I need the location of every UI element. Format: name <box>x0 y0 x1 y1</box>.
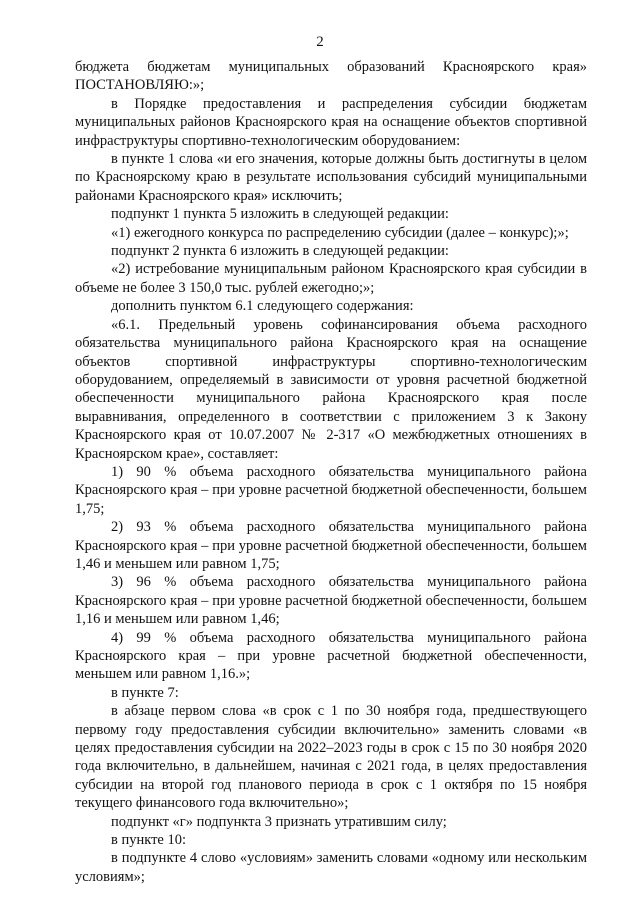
paragraph: бюджета бюджетам муниципальных образований Красноярского края» ПОСТАНОВЛЯЮ:»; <box>75 59 587 94</box>
paragraph: в подпункте 4 слово «условиям» заменить словами «одному или нескольким условиям»; <box>75 850 587 885</box>
paragraph: 1) 90 % объема расходного обязательства муниципального района Красноярского края – при уровне расчетной бюджетной обеспеченности, большем 1,75; <box>75 463 587 517</box>
paragraph: «2) истребование муниципальным районом Красноярского края субсидии в объеме не более 3 150,0 тыс. рублей ежегодно;»; <box>75 261 587 296</box>
paragraph: подпункт 2 пункта 6 изложить в следующей редакции: <box>111 243 449 260</box>
paragraph: подпункт 1 пункта 5 изложить в следующей редакции: <box>111 206 449 223</box>
document-body <box>75 58 587 886</box>
paragraph: «6.1. Предельный уровень софинансирования объема расходного обязательства муниципального района Красноярского края на оснащение объектов спортивной инфраструктуры спортивно-технологическим оборудованием, определяемый в зависимости от уровня расчетной бюджетной обеспеченности муниципального района Красноярского края после выравнивания, определенного в соответствии с приложением 3 к Закону Красноярского края от 10.07.2007 № 2-317 «О межбюджетных отношениях в Красноярском крае», составляет: <box>75 316 587 462</box>
paragraph: в пункте 10: <box>111 832 187 849</box>
paragraph: 2) 93 % объема расходного обязательства муниципального района Красноярского края – при уровне расчетной бюджетной обеспеченности, большем 1,46 и меньшем или равном 1,75; <box>75 519 587 572</box>
paragraph: подпункт «г» подпункта 3 признать утратившим силу; <box>111 813 447 830</box>
page-number: 2 <box>316 34 324 50</box>
paragraph: «1) ежегодного конкурса по распределению субсидии (далее – конкурс);»; <box>111 224 569 241</box>
paragraph: в Порядке предоставления и распределения субсидии бюджетам муниципальных районов Красноярского края на оснащение объектов спортивной инфраструктуры спортивно-технологическим оборудованием: <box>75 95 587 149</box>
paragraph: дополнить пунктом 6.1 следующего содержания: <box>111 298 414 315</box>
paragraph: в пункте 1 слова «и его значения, которые должны быть достигнуты в целом по Красноярскому краю в результате использования субсидий муниципальными районами Красноярского края» исключить; <box>75 151 587 204</box>
paragraph: в абзаце первом слова «в срок с 1 по 30 ноября года, предшествующего первому году предоставления субсидии включительно» заменить словами «в целях предоставления субсидии на 2022–2023 годы в срок с 15 по 30 ноября 2020 года включительно, в дальнейшем, начиная с 2021 года, в целях предоставления субсидии на второй год планового периода в срок с 1 октября по 15 ноября текущего финансового года включительно»; <box>75 703 587 812</box>
paragraph: в пункте 7: <box>111 684 179 701</box>
paragraph: 3) 96 % объема расходного обязательства муниципального района Красноярского края – при уровне расчетной бюджетной обеспеченности, большем 1,16 и меньшем или равном 1,46; <box>75 574 587 628</box>
paragraph: 4) 99 % объема расходного обязательства муниципального района Красноярского края – при уровне расчетной бюджетной обеспеченности, меньшем или равном 1,16.»; <box>75 629 587 683</box>
